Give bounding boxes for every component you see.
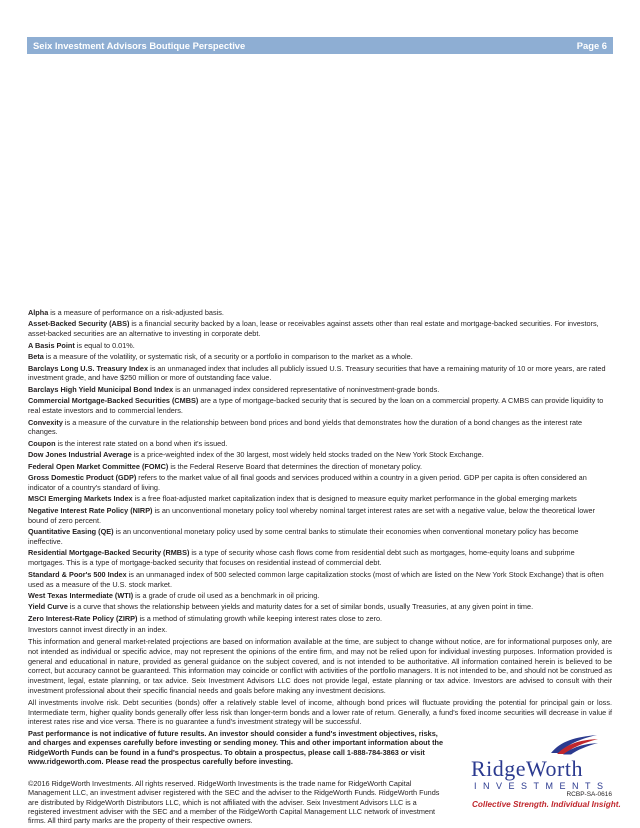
glossary-entry xyxy=(28,418,612,438)
glossary-definition: is a financial security backed by a loan, lease or receivables against assets other than real estate and mortgage-backed securities. For investors, asset-backed securities are an alternative to investing in corporate debt. xyxy=(28,319,599,339)
glossary-term: MSCI Emerging Markets Index xyxy=(28,494,133,504)
glossary-definition: is an unmanaged index of 500 selected common large capitalization stocks (most of which are listed on the New York Stock Exchange) that is often used as a measure of the U.S. stock market. xyxy=(28,569,604,589)
glossary-entry xyxy=(28,494,612,504)
glossary-definition: is equal to 0.01%. xyxy=(74,340,135,350)
glossary-definition: refers to the market value of all final goods and services produced within a country in a given period. GDP per capita is often considered an indicator of a country's standard of living. xyxy=(28,473,587,492)
disclosure-paragraph: This information and general market-related projections are based on information available at the time, are subject to change without notice, are for informational purposes only, are not intended as individual or specific advice, may not represent the opinions of the entire firm, and may not be relied upon for individual investing purposes. Information provided is general and educational in nature, provided as general guidance on the subject covered, and is not intended to be authoritative. All information contained herein is believed to be correct, but accuracy cannot be guaranteed. This information may coincide or conflict with activities of the portfolio managers. It is not intended to be, and should not be construed as investment, legal, estate planning, or tax advice. Seix Investment Advisors LLC does not provide legal, estate planning or tax advice. Investors are advised to consult with their investment professional about their specific financial needs and goals before making any investment decisions. xyxy=(28,636,612,696)
glossary-term: Alpha xyxy=(28,308,49,317)
header-title: Seix Investment Advisors Boutique Perspective xyxy=(33,40,246,51)
glossary-term: Commercial Mortgage-Backed Securities (CMBS) xyxy=(28,396,199,406)
glossary-entry xyxy=(28,527,612,547)
glossary-entry xyxy=(28,591,612,601)
glossary-entry xyxy=(28,364,612,384)
glossary-definition: is an unmanaged index that includes all publicly issued U.S. Treasury securities that have a remaining maturity of 10 or more years, are rated investment grade, and have $250 million or more of outstanding face value. xyxy=(28,363,606,383)
definitions-list xyxy=(28,308,612,624)
logo-wordmark: RidgeWorth xyxy=(471,755,583,781)
glossary-term: Convexity xyxy=(28,417,63,427)
page-number: Page 6 xyxy=(576,40,607,51)
glossary-term: Barclays Long U.S. Treasury Index xyxy=(28,363,149,373)
glossary-entry xyxy=(28,352,612,362)
glossary-entry xyxy=(28,462,612,472)
glossary-entry xyxy=(28,439,612,449)
glossary-term: Federal Open Market Committee (FOMC) xyxy=(28,461,169,471)
logo-tagline: Collective Strength. Individual Insight. xyxy=(472,799,621,809)
glossary-entry xyxy=(28,506,612,526)
ridgeworth-logo xyxy=(471,733,616,795)
glossary-term: Yield Curve xyxy=(28,602,68,612)
glossary-definition: is a measure of the volatility, or systematic risk, of a security or a portfolio in comparison to the market as a whole. xyxy=(43,352,413,362)
glossary-term: Standard & Poor's 500 Index xyxy=(28,569,127,579)
footer-block xyxy=(28,728,621,826)
flag-icon xyxy=(549,733,599,755)
glossary-definition: is the Federal Reserve Board that determines the direction of monetary policy. xyxy=(168,461,423,471)
glossary-term: Asset-Backed Security (ABS) xyxy=(28,319,130,329)
glossary-term: Zero Interest-Rate Policy (ZIRP) xyxy=(28,613,138,623)
glossary-term: Dow Jones Industrial Average xyxy=(28,450,132,460)
glossary-definition: is the interest rate stated on a bond when it's issued. xyxy=(55,438,228,448)
glossary-entry xyxy=(28,548,612,568)
glossary-term: A Basis Point xyxy=(28,340,75,350)
disclosure-paragraph: All investments involve risk. Debt securities (bonds) offer a relatively stable level of income, although bond prices will fluctuate providing the potential for principal gain or loss. Intermediate term, higher quality bonds generally offer less risk than longer-term bonds and a lower rate of return. Generally, a fund's fixed income securities will decrease in value if interest rates rise and vice versa. There is no guarantee a fund's investment strategy will be successful. xyxy=(28,697,612,727)
glossary-entry xyxy=(28,385,612,395)
glossary-definition: is a method of stimulating growth while keeping interest rates close to zero. xyxy=(137,613,383,623)
glossary-entry xyxy=(28,450,612,460)
glossary-term: Gross Domestic Product (GDP) xyxy=(28,473,137,483)
glossary-entry xyxy=(28,319,612,339)
glossary-definition: is a price-weighted index of the 30 largest, most widely held stocks traded on the New York Stock Exchange. xyxy=(131,450,484,460)
glossary-definition: is a free float-adjusted market capitalization index that is designed to measure equity market performance in the global emerging markets xyxy=(132,494,577,504)
glossary-term: Quantitative Easing (QE) xyxy=(28,527,114,537)
disclosure-paragraph: Investors cannot invest directly in an index. xyxy=(28,625,168,635)
glossary-definition: is an unmanaged index considered representative of noninvestment-grade bonds. xyxy=(173,384,440,394)
glossary-entry xyxy=(28,341,612,351)
glossary-term: Barclays High Yield Municipal Bond Index xyxy=(28,384,174,394)
glossary-definition: is a measure of performance on a risk-adjusted basis. xyxy=(48,308,224,317)
glossary-definition: are a type of mortgage-backed security that is secured by the loan on a commercial property. A CMBS can provide liquidity to real estate investors and to commercial lenders. xyxy=(28,396,604,416)
glossary-entry xyxy=(28,602,612,612)
glossary-term: West Texas Intermediate (WTI) xyxy=(28,591,134,601)
glossary-definition: is a type of security whose cash flows come from residential debt such as mortgages, home-equity loans and subprime mortgages. This is a type of mortgage-backed security that focuses on residential instead of commercial debt. xyxy=(28,548,575,568)
copyright-text: ©2016 RidgeWorth Investments. All rights reserved. RidgeWorth Investments is the trade name for RidgeWorth Capital Management LLC, an investment adviser registered with the SEC and the adviser to the RidgeWorth Funds. RidgeWorth Funds are distributed by RidgeWorth Distributors LLC, which is not affiliated with the adviser. Seix Investment Advisors LLC is a registered investment adviser with the SEC and a member of the RidgeWorth Capital Management LLC network of investment firms. All third party marks are the property of their respective owners. xyxy=(28,778,440,826)
glossary-definition: is an unconventional monetary policy tool whereby nominal target interest rates are set with a negative value, below the theoretical lower bound of zero percent. xyxy=(28,505,596,525)
glossary-entry xyxy=(28,396,612,416)
glossary-definition: is a measure of the curvature in the relationship between bond prices and bond yields that demonstrates how the duration of a bond changes as the interest rate changes. xyxy=(28,417,583,437)
glossary-definition: is an unconventional monetary policy used by some central banks to stimulate their economies when conventional monetary policy has become ineffective. xyxy=(28,527,579,547)
glossary-definition: is a grade of crude oil used as a benchmark in oil pricing. xyxy=(133,591,320,601)
page-header xyxy=(27,37,613,54)
prospectus-warning: Past performance is not indicative of future results. An investor should consider a fund's investment objectives, risks, and charges and expenses carefully before investing or sending money. This and other important information about the RidgeWorth Funds can be found in a fund's prospectus. To obtain a prospectus, please call 1-888-784-3863 or visit www.ridgeworth.com. Please read the prospectus carefully before investing. xyxy=(28,728,444,767)
glossary-term: Beta xyxy=(28,352,44,362)
glossary-entry xyxy=(28,614,612,624)
glossary-term: Coupon xyxy=(28,438,56,448)
logo-subtitle: INVESTMENTS xyxy=(474,780,610,791)
glossary-entry xyxy=(28,308,612,318)
glossary-entry xyxy=(28,473,612,493)
glossary-term: Negative Interest Rate Policy (NIRP) xyxy=(28,505,153,515)
glossary-content xyxy=(28,308,621,826)
glossary-entry xyxy=(28,570,612,590)
glossary-term: Residential Mortgage-Backed Security (RMBS) xyxy=(28,548,190,558)
document-code: RCBP-SA-0616 xyxy=(566,791,612,798)
glossary-definition: is a curve that shows the relationship between yields and maturity dates for a set of similar bonds, usually Treasuries, at any given point in time. xyxy=(67,602,534,612)
